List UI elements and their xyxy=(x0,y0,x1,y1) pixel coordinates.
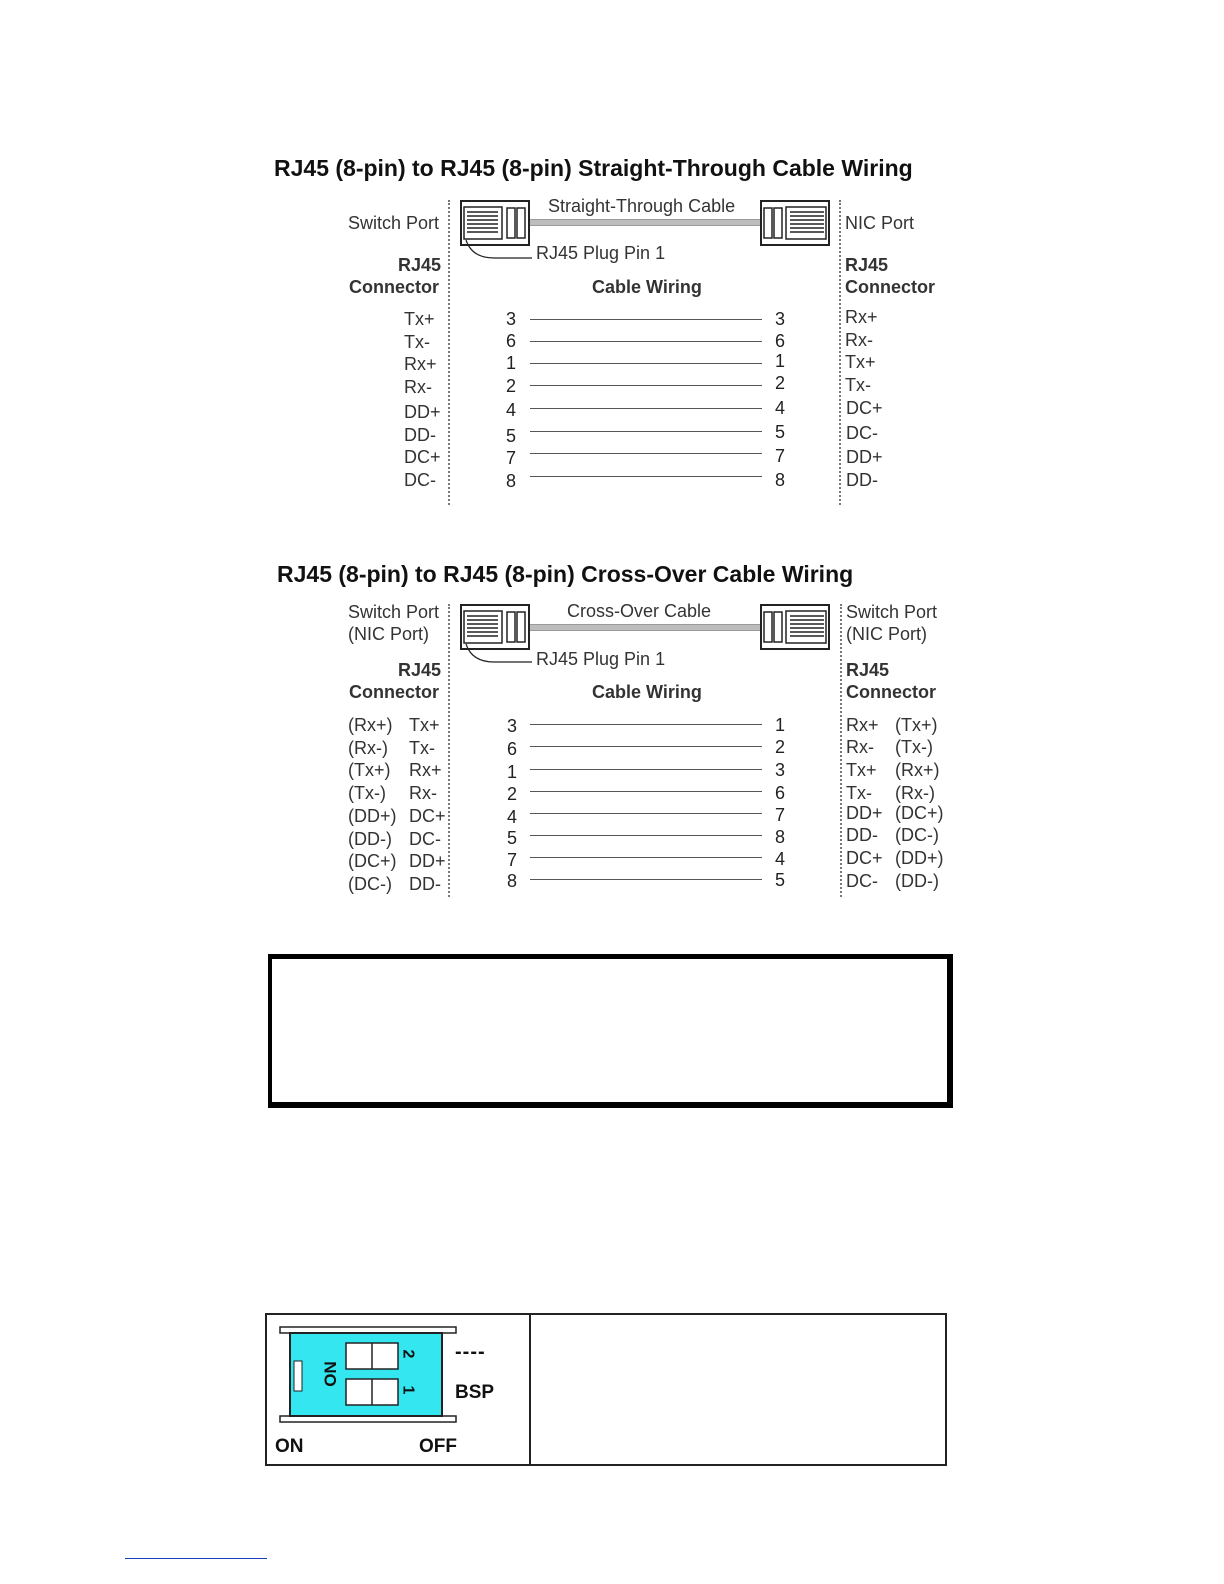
straight-right-connector-icon xyxy=(760,200,832,248)
straight-wire xyxy=(530,476,762,477)
cross-left-alt: (Tx-) xyxy=(348,783,386,803)
cross-right-alt: (Tx+) xyxy=(895,715,938,735)
straight-left-heading-2: Connector xyxy=(349,277,439,297)
cross-left-port-1: Switch Port xyxy=(348,602,440,622)
dip-switch-number-2: 2 xyxy=(399,1349,417,1359)
straight-left-connector-icon xyxy=(460,200,532,248)
cross-wire xyxy=(530,791,762,792)
cross-wire xyxy=(530,879,762,880)
cross-right-signal: DD- xyxy=(846,825,878,845)
cross-right-signal: DD+ xyxy=(846,803,883,823)
cross-left-signal: Tx+ xyxy=(409,715,440,735)
straight-left-pin: 6 xyxy=(505,331,516,351)
cross-right-pin: 3 xyxy=(774,760,785,780)
cross-right-pin: 7 xyxy=(774,805,785,825)
straight-right-signal: DC+ xyxy=(846,398,883,418)
cross-left-heading-2: Connector xyxy=(349,682,439,702)
cross-right-alt: (DC-) xyxy=(895,825,939,845)
straight-center-heading: Cable Wiring xyxy=(592,277,702,297)
cross-left-port-2: (NIC Port) xyxy=(348,624,429,644)
straight-left-heading-1: RJ45 xyxy=(398,255,442,275)
cross-right-signal: DC- xyxy=(846,871,878,891)
straight-right-heading-1: RJ45 xyxy=(845,255,889,275)
cross-right-alt: (Rx+) xyxy=(895,760,940,780)
straight-left-pin: 2 xyxy=(505,376,516,396)
cross-wire xyxy=(530,769,762,770)
cross-right-signal: Tx- xyxy=(846,783,872,803)
straight-right-pin: 2 xyxy=(774,373,785,393)
dip-bottom-on: ON xyxy=(275,1436,304,1457)
cross-left-pin: 6 xyxy=(506,739,517,759)
straight-wire xyxy=(530,341,762,342)
straight-right-signal: DC- xyxy=(846,423,878,443)
cross-left-signal: DD- xyxy=(409,874,441,894)
cross-left-signal: DC+ xyxy=(409,806,446,826)
straight-right-pin: 7 xyxy=(774,446,785,466)
straight-left-pin: 4 xyxy=(505,400,516,420)
cross-right-heading-1: RJ45 xyxy=(846,660,890,680)
cross-right-signal: Rx- xyxy=(846,737,874,757)
cross-left-alt: (DD-) xyxy=(348,829,392,849)
cross-wire xyxy=(530,857,762,858)
note-box xyxy=(268,954,953,1108)
straight-left-port: Switch Port xyxy=(348,213,440,233)
cross-right-signal: Rx+ xyxy=(846,715,879,735)
straight-left-divider xyxy=(448,200,450,505)
cross-right-pin: 8 xyxy=(774,827,785,847)
straight-cable-label: Straight-Through Cable xyxy=(548,196,736,216)
straight-right-signal: DD+ xyxy=(846,447,883,467)
straight-left-signal: Tx- xyxy=(404,332,430,352)
cross-wire xyxy=(530,813,762,814)
straight-wire xyxy=(530,431,762,432)
straight-right-port: NIC Port xyxy=(845,213,915,233)
straight-wire xyxy=(530,408,762,409)
dip-switch-icon xyxy=(278,1325,458,1425)
straight-left-signal: Rx- xyxy=(404,377,432,397)
cross-right-alt: (DD-) xyxy=(895,871,939,891)
cross-right-signal: Tx+ xyxy=(846,760,877,780)
straight-left-signal: Tx+ xyxy=(404,309,435,329)
straight-left-pin: 5 xyxy=(505,426,516,446)
dip-bottom-off: OFF xyxy=(419,1436,457,1457)
footnote-separator xyxy=(125,1558,267,1559)
cross-left-pin: 8 xyxy=(506,871,517,891)
straight-right-divider xyxy=(839,200,841,505)
cross-left-signal: Tx- xyxy=(409,738,435,758)
straight-wire xyxy=(530,319,762,320)
cross-right-alt: (Rx-) xyxy=(895,783,935,803)
straight-right-signal: DD- xyxy=(846,470,878,490)
cross-right-alt: (DC+) xyxy=(895,803,944,823)
cross-wire xyxy=(530,835,762,836)
straight-left-signal: Rx+ xyxy=(404,354,437,374)
cross-right-pin: 5 xyxy=(774,870,785,890)
cross-left-alt: (DD+) xyxy=(348,806,397,826)
dip-table-divider xyxy=(529,1313,531,1466)
straight-cable xyxy=(530,219,762,226)
cross-wire xyxy=(530,724,762,725)
straight-right-pin: 8 xyxy=(774,470,785,490)
straight-right-pin: 3 xyxy=(774,309,785,329)
cross-wire xyxy=(530,746,762,747)
straight-title: RJ45 (8-pin) to RJ45 (8-pin) Straight-Through Cable Wiring xyxy=(274,155,913,181)
cross-left-heading-1: RJ45 xyxy=(398,660,442,680)
straight-right-pin: 6 xyxy=(774,331,785,351)
cross-left-alt: (Rx+) xyxy=(348,715,393,735)
straight-left-signal: DD+ xyxy=(404,402,441,422)
cross-right-alt: (Tx-) xyxy=(895,737,933,757)
straight-plug-label: RJ45 Plug Pin 1 xyxy=(536,243,666,263)
straight-right-signal: Rx- xyxy=(845,330,873,350)
cross-right-pin: 2 xyxy=(774,737,785,757)
cross-right-pin: 6 xyxy=(774,783,785,803)
straight-left-signal: DC- xyxy=(404,470,436,490)
cross-cable-label: Cross-Over Cable xyxy=(567,601,712,621)
cross-right-connector-icon xyxy=(760,604,832,652)
dip-switch-label-1: BSP xyxy=(455,1382,495,1403)
cross-right-heading-2: Connector xyxy=(846,682,936,702)
cross-left-signal: Rx- xyxy=(409,783,437,803)
cross-left-alt: (DC+) xyxy=(348,851,397,871)
straight-wire xyxy=(530,453,762,454)
cross-right-alt: (DD+) xyxy=(895,848,944,868)
cross-right-port-1: Switch Port xyxy=(846,602,938,622)
straight-wire xyxy=(530,363,762,364)
cross-left-alt: (DC-) xyxy=(348,874,392,894)
cross-left-alt: (Tx+) xyxy=(348,760,391,780)
cross-right-port-2: (NIC Port) xyxy=(846,624,927,644)
cross-left-divider xyxy=(448,604,450,897)
straight-left-pin: 1 xyxy=(505,353,516,373)
cross-right-pin: 1 xyxy=(774,715,785,735)
straight-right-pin: 1 xyxy=(774,351,785,371)
straight-right-pin: 5 xyxy=(774,422,785,442)
cross-left-alt: (Rx-) xyxy=(348,738,388,758)
straight-left-pin: 3 xyxy=(505,309,516,329)
straight-left-signal: DD- xyxy=(404,425,436,445)
cross-left-pin: 2 xyxy=(506,784,517,804)
straight-right-signal: Tx+ xyxy=(845,352,876,372)
cross-left-pin: 4 xyxy=(506,807,517,827)
straight-wire xyxy=(530,385,762,386)
cross-title: RJ45 (8-pin) to RJ45 (8-pin) Cross-Over Cable Wiring xyxy=(277,561,854,587)
dip-on-vertical: ON xyxy=(320,1361,340,1387)
straight-left-signal: DC+ xyxy=(404,447,441,467)
dip-switch-label-2: ---- xyxy=(455,1341,486,1363)
cross-left-pin: 7 xyxy=(506,850,517,870)
cross-right-signal: DC+ xyxy=(846,848,883,868)
straight-right-signal: Tx- xyxy=(845,375,871,395)
dip-switch-number-1: 1 xyxy=(399,1385,417,1395)
straight-right-pin: 4 xyxy=(774,398,785,418)
straight-right-signal: Rx+ xyxy=(845,307,878,327)
straight-right-heading-2: Connector xyxy=(845,277,935,297)
cross-left-signal: Rx+ xyxy=(409,760,442,780)
cross-left-pin: 1 xyxy=(506,762,517,782)
straight-left-pin: 8 xyxy=(505,471,516,491)
cross-left-connector-icon xyxy=(460,604,532,652)
cross-center-heading: Cable Wiring xyxy=(592,682,702,702)
cross-plug-label: RJ45 Plug Pin 1 xyxy=(536,649,666,669)
cross-left-pin: 3 xyxy=(506,716,517,736)
cross-left-signal: DC- xyxy=(409,829,441,849)
cross-right-divider xyxy=(840,604,842,897)
cross-cable xyxy=(528,624,762,631)
cross-left-pin: 5 xyxy=(506,828,517,848)
cross-left-signal: DD+ xyxy=(409,851,446,871)
cross-right-pin: 4 xyxy=(774,849,785,869)
straight-left-pin: 7 xyxy=(505,448,516,468)
